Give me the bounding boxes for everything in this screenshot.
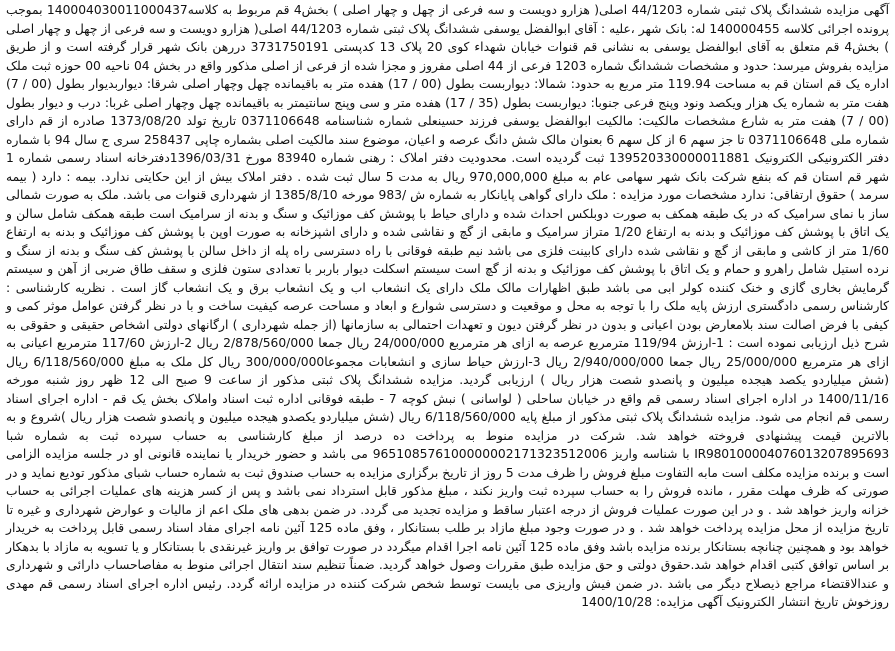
notice-body-text: آگهی مزایده ششدانگ پلاک ثبتی شماره 44/1203 اصلی( هزارو دویست و سه فرعی از چهل و چهار اصلی ) بخش4 قم مربوط به کلاسه140004030011000437 بموجب پرونده اجرائی کلاسه 140000455 له: بانک شهر ،علیه : آقای ابوالفضل یوسفی ششدانگ پلاک ثبتی شماره 44/1203 اصلی( هزارو دویست و سه فرعی از چهل و چهار اصلی ) بخش4 قم متعلق به آقای ابوالفضل یوسفی به نشانی قم قنوات خیابان شهداء کوی 20 پلاک 13 کدپستی 3731750191 دررهن بانک شهر قرار گرفته است و از طریق مزایده بفروش میرسد: حدود و مشخصات ششدانگ شماره 1203 فرعی از 44 اصلی مفروز و مجزا شده از فرعی از اصلی مذکور واقع در بخش 04 ناحیه 00 حوزه ثبت ملک اداره یک قم استان قم به مساحت 119.94 متر مربع به حدود: شمالا: دیواربست بطول (00 / 17) هفده متر به باقیمانده چهل وچهار اصلی شرقا: دیواربدیوار بطول (00 / 7) هفت متر به شماره یک هزار ویکصد ونود وپنج فرعی جنوبا: دیواربست بطول (35 / 17) هفده متر و سی وپنج سانتیمتر به باقیمانده چهل وچهار اصلی غربا: درب و دیوار بطول (00 / 7) هفت متر به شارع مشخصات مالکیت: مالکیت ابوالفضل یوسفی فرزند حسینعلی شماره شناسنامه 0371106648 تاریخ تولد 1373/08/20 صادره از قم دارای شماره ملی 0371106648 تا جز سهم 6 از کل سهم 6 بعنوان مالک شش دانگ عرصه و اعیان، موضوع سند مالکیت اصلی بشماره چاپی 258437 سری ج سال 94 با شماره دفتر الکترونیکی الکترونیک 139520330000011881 ثبت گردیده است. محدودیت دفتر املاک : رهنی شماره 83940 مورخ 1396/03/31دفترخانه اسناد رسمی شماره 1 شهر قم استان قم که بنفع شرکت بانک شهر سهامی عام به مبلغ 970,000,000 ریال به مدت 5 سال ثبت شده . دفتر املاک بیش از این حکایتی ندارد. بیمه : دارد ( بیمه سرمد ) حقوق ارتفاقی: ندارد مشخصات مورد مزایده : ملک دارای گواهی پایانکار به شماره ش /983 مورخه 1385/8/10 از شهرداری قنوات می باشد. ملک به صورت شمالی ساز با نمای سرامیک که در یک طبقه همکف به صورت دوبلکس احداث شده و دارای حیاط با پوشش کف موزائیک و سنگ و بدنه از سرامیک است طبقه همکف شامل سالن و یک اتاق با پوشش کف موزائیک و بدنه به ارتفاع 1/20 متراز سرامیک و مابقی از گچ و نقاشی شده و دارای اشپزخانه به صورت اوپن با پوشش کف موزائیک و بدنه به ارتفاع 1/60 متر از کاشی و مابقی از گچ و نقاشی شده دارای کابینت فلزی می باشد نیم طبقه فوقانی با راه دسترسی راه پله از داخل سالن با پوشش کف سنگ و بدنه از سنگ و نرده استیل شامل راهرو و حمام و یک اتاق با پوشش کف موزائیک و بدنه از گچ است سیستم اسکلت دیوار باربر با تعدادی ستون فلزی و سقف طاق ضربی از آهن و سیستم گرمایش بخاری گازی و خنک کننده کولر ابی می باشد طبق اظهارات مالک ملک دارای یک انشعاب اب و یک انشعاب برق و یک انشعاب گاز است . نظریه کارشناسی : کارشناس رسمی دادگستری ارزش پایه ملک را با توجه به محل و موقعیت و دسترسی شوارع و ابعاد و مساحت عرصه کیفیت ساخت و با در نظر گرفتن عوامل موثر کمی و کیفی با فرض اصالت سند بلامعارض بودن اعیانی و بدون در نظر گرفتن دیون و تعهدات احتمالی به سازمانها (از جمله شهرداری ) ارگانهای دولتی اشخاص حقیقی و حقوقی به شرح ذیل ارزیابی نموده است : 1-ارزش 119/94 مترمربع عرصه به ازای هر مترمربع 24/000/000 ریال جمعا 2/878/560/000 ریال 2-ارزش 117/60 مترمربع اعیانی به ازای هر مترمربع 25/000/000 ریال جمعا 2/940/000/000 ریال 3-ارزش حیاط سازی و انشعابات مجموعا300/000/000 ریال کل ملک به مبلغ 6/118/560/000 ریال (شش میلیاردو یکصد هیجده میلیون و پانصدو شصت هزار ریال ) ارزیابی گردید. مزایده ششدانگ پلاک ثبتی مذکور از ساعت 9 صبح الی 12 ظهر روز شنبه مورخه 1400/11/16 در اداره اجرای اسناد رسمی قم واقع در خیابان ساحلی ( لواسانی ) نبش کوچه 7 - طبقه فوقانی اداره ثبت اسناد واملاک بخش یک قم - اداره اجرای اسناد رسمی قم انجام می شود. مزایده ششدانگ پلاک ثبتی مذکور از مبلغ پایه 6/118/560/000 ریال (شش میلیاردو یکصدو هیجده میلیون و پانصدو شصت هزار ریال )شروع و به بالاترین قیمت پیشنهادی فروخته خواهد شد. شرکت در مزایده منوط به پرداخت ده درصد از مبلغ کارشناسی به حساب سپرده ثبت به شماره شبا IR980100004076013207895693 با شناسه واریز 965108576100000002171323512006 می باشد و حضور خریدار یا نماینده قانونی او در جلسه مزایده الزامی است و برنده مزایده مکلف است مابه التفاوت مبلغ فروش را ظرف مدت 5 روز از تاریخ برگزاری مزایده به حساب صندوق ثبت به شماره حساب شبای مذکور تودیع نماید و در صورتی که ظرف مهلت مقرر ، مانده فروش را به حساب سپرده ثبت واریز نکند ، مبلغ مذکور قابل استرداد نمی باشد و پس از کسر هزینه های عملیات اجرائی به حساب خزانه واریز خواهد شد . و در این صورت عملیات فروش از درجه اعتبار ساقط و مزایده تجدید می گردد. در ضمن بدهی های ملک اعم از مالیات و عوارض شهرداری و غیره تا تاریخ مزایده از محل مزایده پرداخت خواهد شد . و در صورت وجود مبلغ مازاد بر طلب بستانکار ، وفق ماده 125 آئین نامه اجرای مفاد اسناد رسمی قابل پرداخت به خریدار خواهد بود و همچنین چنانچه بستانکار برنده مزایده باشد وفق ماده 125 آئین نامه اجرا اقدام میگردد در صورت توافق بر واریز غیرنقدی با بستانکار و یا تسویه به مازاد با بدهکار بر اساس توافق کتبی اقدام خواهد شد.حقوق دولتی و حق مزایده طبق مقررات وصول خواهد گردید. ضمناً تنظیم سند انتقال اجرائی منوط به مفاصاحساب دارائی و شهرداری و عندالاقتضاء مراجع ذیصلاح دیگر می باشد .در ضمن فیش واریزی می بایست توسط شخص شرکت کننده در مزایده ارائه گردد. رئیس اداره اجرای اسناد رسمی قم مهدی روزخوش تاریخ انتشار الکترونیک آگهی مزایده: 1400/10/28 (6, 3, 890, 609)
